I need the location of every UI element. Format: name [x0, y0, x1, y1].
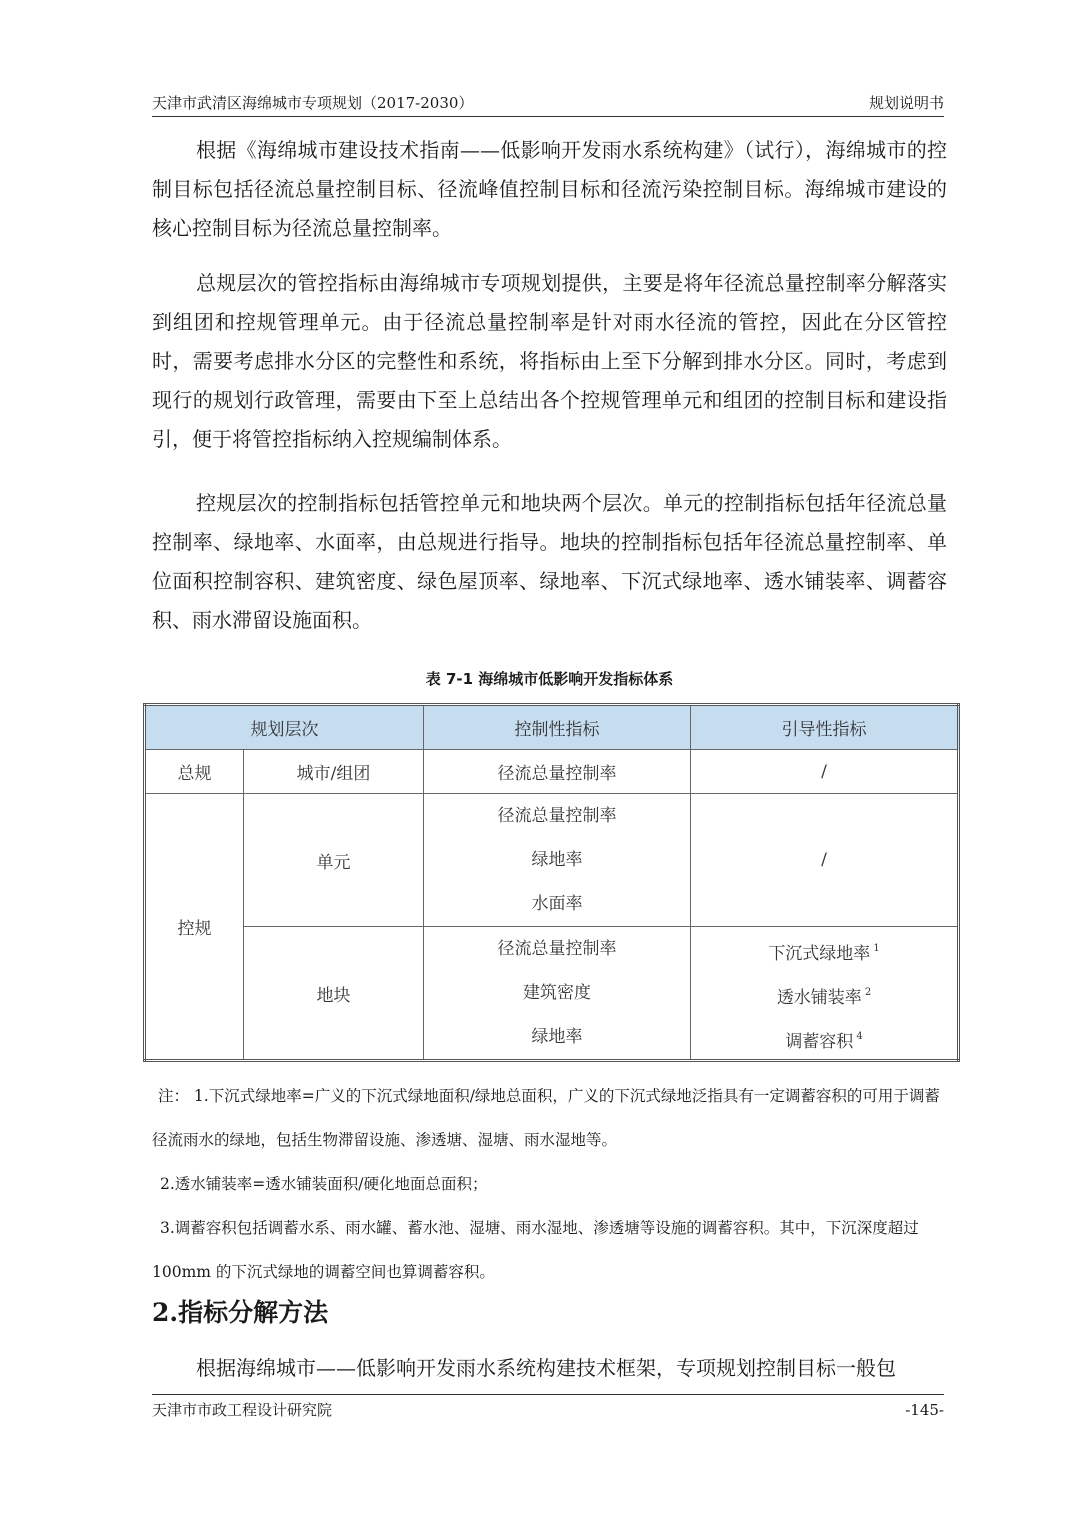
control-item: 径流总量控制率 [497, 806, 617, 826]
guide-item [691, 927, 957, 971]
guide-item [691, 971, 957, 1015]
cell-level-zonggui: 总规 [145, 750, 244, 794]
paragraph-master-plan-level: 总规层次的管控指标由海绵城市专项规划提供，主要是将年径流总量控制率分解落实到组团和控规管理单元。由于径流总量控制率是针对雨水径流的管控，因此在分区管控时，需要考虑排水分区的完整性和系统，将指标由上至下分解到排水分区。同时，考虑到现行的规划行政管理，需要由下至上总结出各个控规管理单元和组团的控制目标和建设指引，便于将管控指标纳入控规编制体系。 [152, 271, 947, 451]
table-row-unit [145, 794, 959, 927]
cell-control-plot [424, 927, 691, 1061]
table-header-row [145, 705, 959, 750]
note-1: 注： 1.下沉式绿地率=广义的下沉式绿地面积/绿地总面积，广义的下沉式绿地泛指具有一定调蓄容积的可用于调蓄径流雨水的绿地，包括生物滞留设施、渗透塘、湿塘、雨水湿地等。 [152, 1087, 940, 1149]
cell-sublevel-city: 城市/组团 [244, 750, 424, 794]
page-footer [152, 1394, 944, 1421]
control-item: 建筑密度 [523, 983, 591, 1003]
cell-control-zonggui: 径流总量控制率 [424, 750, 691, 794]
control-item: 径流总量控制率 [497, 939, 617, 959]
control-item: 绿地率 [531, 850, 583, 870]
note-2: 2.透水铺装率=透水铺装面积/硬化地面总面积； [160, 1175, 488, 1193]
table-notes [152, 1074, 942, 1294]
cell-sublevel-plot: 地块 [244, 927, 424, 1061]
cell-guide-plot [691, 927, 959, 1061]
page-number: -145- [905, 1401, 944, 1419]
footnote-marker: 1 [873, 943, 880, 954]
cell-sublevel-unit: 单元 [244, 794, 424, 927]
footer-organization: 天津市市政工程设计研究院 [152, 1401, 333, 1419]
header-title: 天津市武清区海绵城市专项规划（2017-2030） [152, 94, 474, 112]
cell-guide-unit: / [691, 794, 959, 927]
table-row-zonggui [145, 750, 959, 794]
lid-index-table [143, 703, 960, 1062]
control-item: 水面率 [531, 894, 583, 914]
guide-item-text: 调蓄容积 [785, 1032, 854, 1052]
header-guide: 引导性指标 [691, 705, 959, 750]
control-item: 绿地率 [531, 1027, 583, 1047]
guide-item-text: 下沉式绿地率 [768, 944, 871, 964]
cell-guide-zonggui: / [691, 750, 959, 794]
header-level: 规划层次 [145, 705, 424, 750]
guide-item-text: 透水铺装率 [776, 988, 862, 1008]
cell-control-unit [424, 794, 691, 927]
guide-item [691, 1015, 957, 1059]
paragraph-decomposition-method: 根据海绵城市——低影响开发雨水系统构建技术框架，专项规划控制目标一般包 [196, 1356, 896, 1380]
footnote-marker: 2 [864, 987, 872, 998]
note-3: 3.调蓄容积包括调蓄水系、雨水罐、蓄水池、湿塘、雨水湿地、渗透塘等设施的调蓄容积。其中，下沉深度超过 100mm 的下沉式绿地的调蓄空间也算调蓄容积。 [152, 1219, 919, 1281]
header-control: 控制性指标 [424, 705, 691, 750]
paragraph-regulatory-plan-level: 控规层次的控制指标包括管控单元和地块两个层次。单元的控制指标包括年径流总量控制率、绿地率、水面率，由总规进行指导。地块的控制指标包括年径流总量控制率、单位面积控制容积、建筑密度、绿色屋顶率、绿地率、下沉式绿地率、透水铺装率、调蓄容积、雨水滞留设施面积。 [152, 491, 947, 632]
header-doc-type: 规划说明书 [868, 94, 944, 112]
table-caption: 表 7-1 海绵城市低影响开发指标体系 [425, 670, 674, 688]
paragraph-control-targets: 根据《海绵城市建设技术指南——低影响开发雨水系统构建》（试行），海绵城市的控制目标包括径流总量控制目标、径流峰值控制目标和径流污染控制目标。海绵城市建设的核心控制目标为径流总量控制率。 [152, 138, 947, 240]
page-header [152, 90, 944, 117]
cell-level-konggui: 控规 [145, 794, 244, 1061]
section-heading: 2.指标分解方法 [152, 1298, 329, 1327]
table-row-plot [145, 927, 959, 1061]
footnote-marker: 4 [856, 1031, 863, 1042]
